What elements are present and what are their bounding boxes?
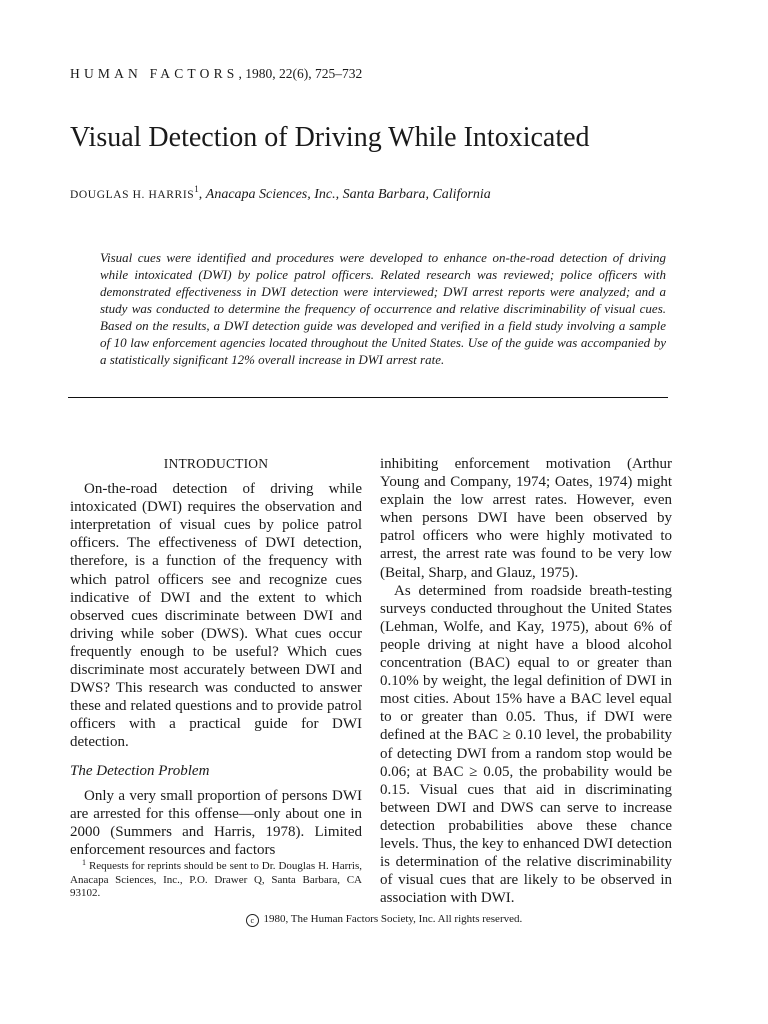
author-line [70,184,491,203]
section-divider [68,397,668,398]
intro-paragraph: On-the-road detection of driving while intoxicated (DWI) requires the observation and interpretation of visual cues by police patrol officers. The effectiveness of DWI detection, therefore, is a function of the frequency with which patrol officers see and recognize cues indicative of DWI and the extent to which observed cues discriminate between DWI and driving while sober (DWS). What cues occur frequently enough to be useful? Which cues discriminate most accurately between DWI and DWS? This research was conducted to answer these and related questions and to provide patrol officers with a practical guide for DWI detection. [70,481,362,751]
copyright-line [0,913,768,927]
author-separator: , [198,187,206,202]
footnote-mark: 1 [82,858,86,867]
copyright-text: 1980, The Human Factors Society, Inc. All rights reserved. [260,913,523,925]
abstract: Visual cues were identified and procedures were developed to enhance on-the-road detection of driving while intoxicated (DWI) by police patrol officers. Related research was reviewed; police officers with demonstrated effectiveness in DWI detection were interviewed; DWI arrest reports were analyzed; and a study was conducted to determine the frequency of occurrence and relative discriminability of visual cues. Based on the results, a DWI detection guide was developed and verified in a field study involving a sample of 10 law enforcement agencies located throughout the United States. Use of the guide was accompanied by a statistically significant 12% overall increase in DWI arrest rate. [100,250,666,367]
detection-problem-heading: The Detection Problem [70,762,210,779]
right-paragraph-bac: As determined from roadside breath-testing surveys conducted throughout the United States (Lehman, Wolfe, and Kay, 1975), about 6% of people driving at night have a blood alcohol concentration (BAC) equal to or greater than 0.10% by weight, the legal definition of DWI in most cities. About 15% have a BAC level equal to or greater than 0.05. Thus, if DWI were defined at the BAC ≥ 0.10 level, the probability of detecting DWI from a random stop would be 0.06; at BAC ≥ 0.05, the probability would be 0.15. Visual cues that aid in discriminating between DWI and DWS can serve to increase detection probabilities above these chance levels. Thus, the key to enhanced DWI detection is determination of the relative discriminability of visual cues that are likely to be observed in association with DWI. [380,582,672,907]
author-footnote-mark: 1 [194,184,199,194]
footnote [70,856,362,901]
journal-header [70,66,362,82]
footnote-text: Requests for reprints should be sent to Dr. Douglas H. Harris, Anacapa Sciences, Inc., P.O. Drawer Q, Santa Barbara, CA 93102. [70,860,362,899]
detection-paragraph: Only a very small proportion of persons DWI are arrested for this offense—only about one in 2000 (Summers and Harris, 1978). Limited enforcement resources and factors [70,787,362,858]
article-title: Visual Detection of Driving While Intoxicated [70,122,590,153]
right-paragraph-continued: inhibiting enforcement motivation (Arthur Young and Company, 1974; Oates, 1974) might explain the low arrest rates. However, even when persons DWI have been observed by patrol officers who were highly motivated to arrest, the arrest rate was found to be very low (Beital, Sharp, and Glauz, 1975). [380,456,672,581]
right-column [380,455,672,907]
author-name: DOUGLAS H. HARRIS [70,189,195,201]
journal-citation: , 1980, 22(6), 725–732 [238,66,363,81]
left-column [70,455,362,859]
introduction-heading: INTRODUCTION [163,456,269,471]
journal-name: HUMAN FACTORS [70,66,239,81]
author-affiliation: Anacapa Sciences, Inc., Santa Barbara, California [205,187,491,202]
copyright-icon: c [246,914,259,927]
